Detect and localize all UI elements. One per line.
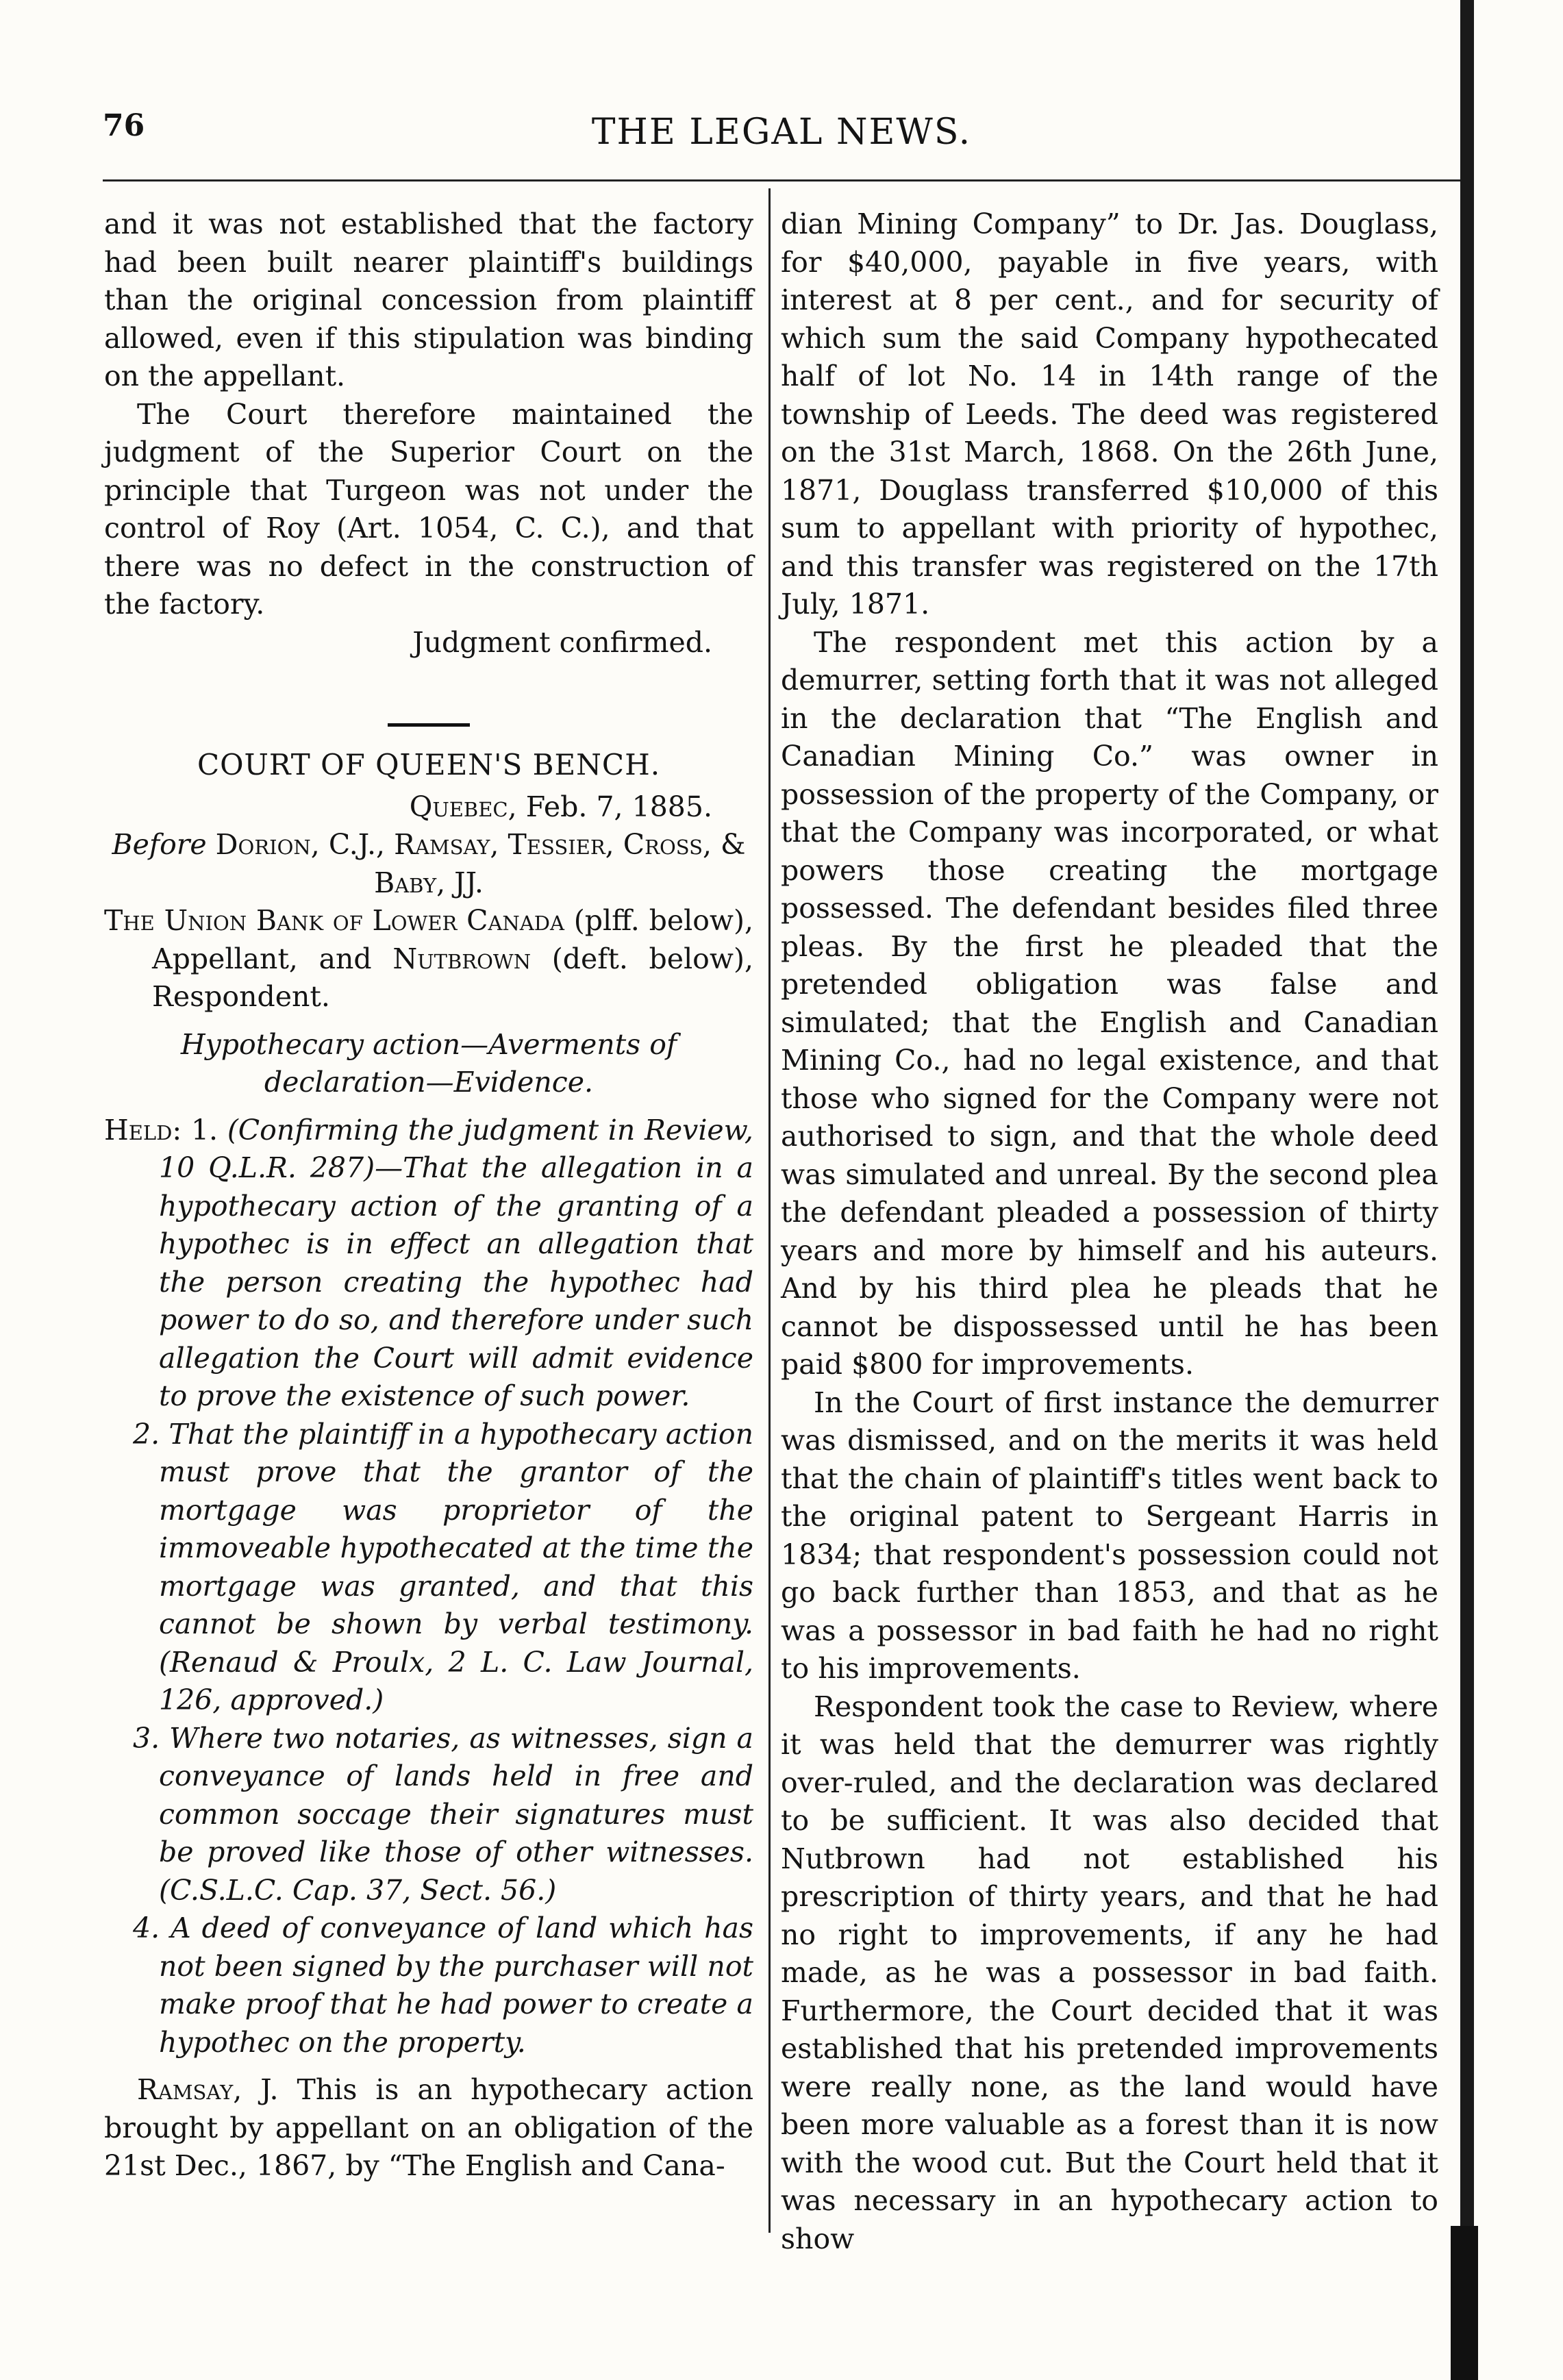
opinion-start <box>104 2071 753 2185</box>
right-paragraph-1: dian Mining Company” to Dr. Jas. Douglass, for $40,000, payable in five years, with interest at 8 per cent., and for security of which sum the said Company hypothecated half of lot No. 14 in 14th range of the township of Leeds. The deed was registered on the 31st March, 1868. On the 26th June, 1871, Douglass transferred $10,000 of this sum to appellant with priority of hypothec, and this transfer was registered on the 17th July, 1871. <box>781 208 1438 621</box>
page-edge-dark <box>1451 2226 1478 2380</box>
right-paragraph-2: The respondent met this action by a demurrer, setting forth that it was not alleged in the declaration that “The English and Canadian Mining Co.” was owner in possession of the property of the Company, or that the Company was incorporated, or what powers those creating the mortgage possessed. The defendant besides filed three pleas. By the first he pleaded that the pretended obligation was false and simulated; that the English and Canadian Mining Co., had no legal existence, and that those who signed for the Company were not authorised to sign, and that the whole deed was simulated and unreal. By the second plea the defendant pleaded a possession of thirty years and more by himself and his auteurs. And by his third plea he pleads that he cannot be dispossessed until he has been paid $800 for improvements. <box>781 625 1438 1381</box>
opinion-text: This is an hypothecary action brought by appellant on an obligation of the 21st Dec., 1867, by “The English and Cana- <box>104 2073 754 2182</box>
appellant-role: (plff. below), Appellant, and <box>152 904 754 975</box>
court-date: Feb. 7, 1885. <box>525 790 712 823</box>
court-place: Quebec, <box>409 790 517 823</box>
right-paragraph-3: In the Court of first instance the demurrer was dismissed, and on the merits it was held that the chain of plaintiff's titles went back to the original patent to Sergeant Harris in 1834; that respondent's possession could not go back further than 1853, and that as he was a possessor in bad faith he had no right to his improvements. <box>781 1386 1438 1685</box>
held-label: Held: <box>104 1113 182 1147</box>
court-dateline <box>104 788 753 827</box>
section-rule <box>388 723 470 727</box>
page-number: 76 <box>103 108 145 143</box>
held-2: 2. That the plaintiff in a hypothecary action must prove that the grantor of the mortgage was proprietor of the immoveable hypothecated at the time the mortgage was granted, and that this cannot be shown by verbal testimony. (Renaud & Proulx, 2 L. C. Law Journal, 126, approved.) <box>133 1417 753 1716</box>
respondent-role: (deft. below), Respondent. <box>152 942 753 1013</box>
left-column <box>104 205 753 2185</box>
page-edge-shadow <box>1460 0 1474 2380</box>
held-1-text: (Confirming the judgment in Review, 10 Q.L.R. 287)—That the allegation in a hypothecary action of the granting of a hypothec is in effect an allegation that the person creating the hypothec had power to do so, and therefore under such allegation the Court will admit evidence to prove the existence of such power. <box>159 1113 753 1412</box>
held-4: 4. A deed of conveyance of land which has not been signed by the purchaser will not make proof that he had power to create a hypothec on the property. <box>133 1912 753 2059</box>
before-judges: Dorion, C.J., Ramsay, Tessier, Cross, & Baby, JJ. <box>215 828 746 899</box>
respondent-name: Nutbrown <box>392 942 532 975</box>
left-paragraph-2: The Court therefore maintained the judgment of the Superior Court on the principle that Turgeon was not under the control of Roy (Art. 1054, C. C.), and that there was no defect in the construction of the factory. <box>104 397 753 621</box>
before-label: Before <box>112 828 207 861</box>
running-head: THE LEGAL NEWS. <box>591 112 972 153</box>
column-divider <box>768 188 771 2233</box>
held-1 <box>104 1112 753 1416</box>
bench-line <box>104 826 753 902</box>
court-title: COURT OF QUEEN'S BENCH. <box>197 748 661 781</box>
right-column <box>781 205 1438 2258</box>
right-paragraph-4: Respondent took the case to Review, where it was held that the demurrer was rightly over-ruled, and the declaration was declared to be sufficient. It was also decided that Nutbrown had not established his prescription of thirty years, and that he had no right to improvements, if any he had made, as he was a possessor in bad faith. Furthermore, the Court decided that it was established that his pretended improvements were really none, as the land would have been more valuable as a forest than it is now with the wood cut. But the Court held that it was necessary in an hypothecary action to show <box>781 1690 1438 2255</box>
appellant-name: The Union Bank of Lower Canada <box>104 904 564 937</box>
subject-line: Hypothecary action—Averments of declaration—Evidence. <box>180 1027 677 1099</box>
judge-name: Ramsay, J. <box>137 2073 279 2106</box>
left-paragraph-1: and it was not established that the factory had been built nearer plaintiff's buildings than the original concession from plaintiff allowed, even if this stipulation was binding on the appellant. <box>104 208 753 392</box>
held-1-number: 1. <box>190 1113 218 1147</box>
held-3: 3. Where two notaries, as witnesses, sign a conveyance of lands held in free and common soccage their signatures must be proved like those of other witnesses. (C.S.L.C. Cap. 37, Sect. 56.) <box>133 1721 753 1907</box>
parties <box>104 902 753 1016</box>
header-rule <box>103 179 1462 181</box>
judgment-confirmed: Judgment confirmed. <box>412 625 712 659</box>
